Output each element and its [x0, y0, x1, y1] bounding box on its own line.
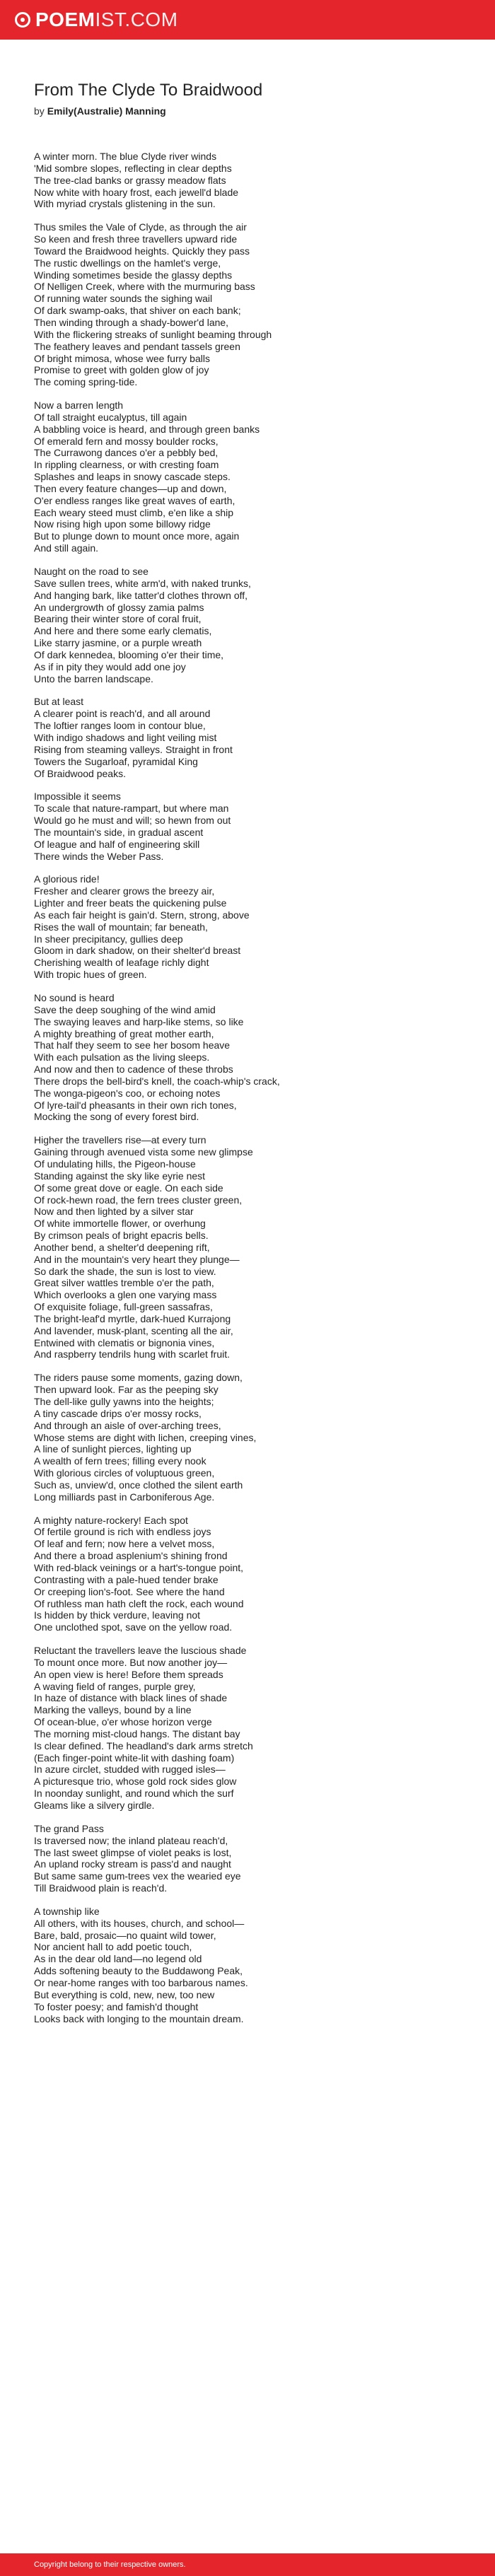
poem-line: Gleams like a silvery girdle.	[34, 1800, 155, 1811]
poem-line: Of some great dove or eagle. On each side	[34, 1182, 223, 1194]
poem-line: And still again.	[34, 542, 99, 554]
poem-line: And through an aisle of over-arching trees,	[34, 1419, 221, 1431]
poem-line: With tropic hues of green.	[34, 969, 147, 981]
poem-line: Of ocean-blue, o'er whose horizon verge	[34, 1716, 212, 1728]
poem-line: Towers the Sugarloaf, pyramidal King	[34, 755, 198, 767]
poem-line: The feathery leaves and pendant tassels green	[34, 340, 240, 352]
poem-line: A clearer point is reach'd, and all around	[34, 708, 211, 720]
poem-stanza	[34, 1515, 458, 1633]
poem-stanza	[34, 791, 458, 862]
poem-byline	[34, 105, 166, 117]
poem-line: The dell-like gully yawns into the heights;	[34, 1396, 214, 1407]
poem-line: The grand Pass	[34, 1822, 104, 1834]
poem-line: But at least	[34, 696, 84, 708]
poem-line: Of tall straight eucalyptus, till again	[34, 411, 187, 423]
poem-line: O'er endless ranges like great waves of earth,	[34, 494, 235, 506]
poem-line: Now rising high upon some billowy ridge	[34, 518, 211, 530]
poem-stanza	[34, 566, 458, 684]
poem-line: And lavender, musk-plant, scenting all the air,	[34, 1324, 233, 1336]
poem-line: Lighter and freer beats the quickening pulse	[34, 897, 227, 909]
poem-line: And raspberry tendrils hung with scarlet fruit.	[34, 1348, 231, 1360]
site-header	[0, 0, 495, 40]
poem-line: The rustic dwellings on the hamlet's verge,	[34, 257, 221, 269]
poem-line: Gloom in dark shadow, on their shelter'd breast	[34, 945, 241, 957]
poem-line: In sheer precipitancy, gullies deep	[34, 933, 183, 945]
poem-line: Now and then lighted by a silver star	[34, 1206, 194, 1218]
poem-stanza	[34, 873, 458, 981]
poem-line: Of Nelligen Creek, where with the murmuring bass	[34, 281, 255, 293]
poem-line: Great silver wattles tremble o'er the path,	[34, 1277, 214, 1289]
poem-line: Long milliards past in Carboniferous Age.	[34, 1491, 215, 1503]
poem-line: Which overlooks a glen one varying mass	[34, 1289, 217, 1301]
poem-line: Reluctant the travellers leave the luscious shade	[34, 1645, 247, 1657]
poem-line: The Currawong dances o'er a pebbly bed,	[34, 447, 219, 459]
poem-line: Of dark swamp-oaks, that shiver on each bank;	[34, 305, 241, 317]
poem-line: With glorious circles of voluptuous green,	[34, 1467, 215, 1479]
poem-line: Of dark kennedea, blooming o'er their time,	[34, 648, 224, 660]
poem-line: In rippling clearness, or with cresting foam	[34, 459, 219, 471]
poem-line: There drops the bell-bird's knell, the coach-whip's crack,	[34, 1075, 280, 1087]
poem-line: Of fertile ground is rich with endless joys	[34, 1526, 211, 1538]
poem-line: The morning mist-cloud hangs. The distant bay	[34, 1727, 240, 1739]
poem-line: A mighty nature-rockery! Each spot	[34, 1514, 188, 1526]
poem-line: The riders pause some moments, gazing down,	[34, 1372, 243, 1384]
poem-line: Such as, unview'd, once clothed the silent earth	[34, 1479, 243, 1491]
poem-line: Rising from steaming valleys. Straight in front	[34, 743, 233, 755]
poem-line: Like starry jasmine, or a purple wreath	[34, 637, 202, 649]
poem-line: In haze of distance with black lines of shade	[34, 1692, 228, 1704]
poem-line: With each pulsation as the living sleeps.	[34, 1051, 210, 1063]
poem-line: As if in pity they would add one joy	[34, 660, 186, 672]
poem-line: And now and then to cadence of these throbs	[34, 1063, 233, 1076]
poem-line: But same same gum-trees vex the wearied eye	[34, 1870, 241, 1882]
poem-line: There winds the Weber Pass.	[34, 850, 164, 862]
poem-line: Then every feature changes—up and down,	[34, 482, 227, 494]
poem-line: And here and there some early clematis,	[34, 625, 212, 637]
poem-line: Bare, bald, prosaic—no quaint wild tower,	[34, 1929, 216, 1941]
poem-line: With red-black veinings or a hart's-tongue point,	[34, 1561, 244, 1573]
poem-title: From The Clyde To Braidwood	[34, 81, 263, 100]
logo-bold-text: POEM	[35, 8, 95, 30]
poem-line: A township like	[34, 1905, 100, 1917]
poem-line: In azure circlet, studded with rugged isles—	[34, 1764, 226, 1776]
poem-line: Of leaf and fern; now here a velvet moss,	[34, 1538, 215, 1550]
poem-line: Toward the Braidwood heights. Quickly they pass	[34, 245, 250, 257]
poem-line: As in the dear old land—no legend old	[34, 1953, 202, 1965]
poem-line: Rises the wall of mountain; far beneath,	[34, 921, 208, 933]
poem-line: All others, with its houses, church, and school—	[34, 1917, 245, 1929]
poem-stanza	[34, 1823, 458, 1894]
poem-line: Bearing their winter store of coral fruit,	[34, 613, 202, 625]
poem-line: As each fair height is gain'd. Stern, strong, above	[34, 909, 250, 921]
poem-stanza	[34, 221, 458, 388]
poem-line: One unclothed spot, save on the yellow road.	[34, 1621, 233, 1633]
poem-line: Then winding through a shady-bower'd lane,	[34, 316, 229, 328]
poem-line: And in the mountain's very heart they plunge—	[34, 1253, 240, 1265]
poem-line: The tree-clad banks or grassy meadow flats	[34, 174, 226, 186]
poem-line: So dark the shade, the sun is lost to view.	[34, 1265, 216, 1277]
poem-line: By crimson peals of bright epacris bells.	[34, 1230, 209, 1242]
poem-line: Till Braidwood plain is reach'd.	[34, 1882, 168, 1894]
poem-line: No sound is heard	[34, 992, 115, 1003]
poem-line: 'Mid sombre slopes, reflecting in clear depths	[34, 162, 232, 174]
byline-prefix: by	[34, 105, 47, 117]
poem-line: Looks back with longing to the mountain dream.	[34, 2012, 244, 2024]
poem-line: Is traversed now; the inland plateau reach'd,	[34, 1834, 228, 1846]
poem-line: Contrasting with a pale-hued tender brake	[34, 1573, 219, 1585]
poem-stanza	[34, 400, 458, 554]
poem-line: Unto the barren landscape.	[34, 672, 153, 684]
poem-line: A tiny cascade drips o'er mossy rocks,	[34, 1407, 202, 1419]
poem-line: Each weary steed must climb, e'en like a ship	[34, 506, 234, 518]
poem-line: Fresher and clearer grows the breezy air,	[34, 885, 215, 897]
logo-light-text: IST.COM	[95, 8, 178, 30]
poem-line: An upland rocky stream is pass'd and naught	[34, 1858, 231, 1870]
poem-line: Nor ancient hall to add poetic touch,	[34, 1941, 192, 1953]
poem-line: But everything is cold, new, new, too new	[34, 1988, 215, 2000]
poem-line: Now white with hoary frost, each jewell'd blade	[34, 186, 239, 198]
poem-line: With myriad crystals glistening in the sun.	[34, 198, 216, 210]
poem-stanza	[34, 696, 458, 779]
poem-line: Adds softening beauty to the Buddawong Peak,	[34, 1965, 243, 1977]
poem-line: A picturesque trio, whose gold rock sides glow	[34, 1776, 237, 1788]
poem-line: And hanging bark, like tatter'd clothes thrown off,	[34, 589, 248, 601]
poem-line: Winding sometimes beside the glassy depths	[34, 269, 233, 281]
poem-line: The loftier ranges loom in contour blue,	[34, 720, 206, 732]
poem-line: An open view is here! Before them spreads	[34, 1668, 223, 1680]
poem-line: Marking the valleys, bound by a line	[34, 1704, 192, 1716]
poem-line: Cherishing wealth of leafage richly dight	[34, 957, 209, 969]
poem-line: Of undulating hills, the Pigeon-house	[34, 1158, 196, 1170]
poem-body	[34, 151, 458, 2036]
poem-line: Then upward look. Far as the peeping sky	[34, 1384, 219, 1396]
poem-line: A wealth of fern trees; filling every nook	[34, 1455, 206, 1467]
poem-line: Thus smiles the Vale of Clyde, as through the air	[34, 221, 247, 233]
poem-line: Another bend, a shelter'd deepening rift,	[34, 1241, 210, 1253]
poem-line: Of lyre-tail'd pheasants in their own rich tones,	[34, 1099, 237, 1111]
poem-line: A babbling voice is heard, and through green banks	[34, 423, 260, 435]
poem-line: (Each finger-point white-lit with dashing foam)	[34, 1752, 235, 1764]
poem-line: The last sweet glimpse of violet peaks is lost,	[34, 1846, 232, 1858]
poem-line: A winter morn. The blue Clyde river winds	[34, 151, 217, 162]
poem-line: Of league and half of engineering skill	[34, 838, 200, 850]
poem-line: Save sullen trees, white arm'd, with naked trunks,	[34, 577, 251, 589]
poem-line: So keen and fresh three travellers upward ride	[34, 233, 238, 245]
poem-line: Is hidden by thick verdure, leaving not	[34, 1609, 201, 1621]
poem-line: Of ruthless man hath cleft the rock, each wound	[34, 1597, 244, 1609]
poem-line: Of running water sounds the sighing wail	[34, 293, 213, 305]
poem-line: With the flickering streaks of sunlight beaming through	[34, 328, 272, 340]
poem-line: The swaying leaves and harp-like stems, so like	[34, 1015, 244, 1027]
poem-line: Would go he must and will; so hewn from out	[34, 815, 231, 827]
footer-copyright: Copyright belong to their respective owners.	[34, 2560, 186, 2569]
poem-line: In noonday sunlight, and round which the surf	[34, 1788, 234, 1800]
poem-line: A waving field of ranges, purple grey,	[34, 1680, 196, 1692]
poem-line: Save the deep soughing of the wind amid	[34, 1003, 216, 1015]
poem-line: Entwined with clematis or bignonia vines,	[34, 1336, 215, 1348]
poem-line: Or creeping lion's-foot. See where the hand	[34, 1585, 225, 1597]
poem-line: Of Braidwood peaks.	[34, 767, 126, 779]
poem-stanza	[34, 992, 458, 1123]
site-footer	[0, 2553, 495, 2576]
poemist-logo-icon	[15, 12, 30, 28]
poem-line: Is clear defined. The headland's dark arms stretch	[34, 1739, 253, 1752]
poem-line: Of rock-hewn road, the fern trees cluster green,	[34, 1194, 243, 1206]
poem-stanza	[34, 1134, 458, 1360]
poem-line: Higher the travellers rise—at every turn	[34, 1134, 206, 1146]
poem-line: Promise to greet with golden glow of joy	[34, 364, 209, 376]
poem-line: Of bright mimosa, whose wee furry balls	[34, 352, 210, 364]
poem-line: But to plunge down to mount once more, again	[34, 530, 240, 542]
poem-line: The wonga-pigeon's coo, or echoing notes	[34, 1087, 221, 1099]
poem-stanza	[34, 1906, 458, 2024]
poem-line: Naught on the road to see	[34, 566, 148, 577]
poem-line: With indigo shadows and light veiling mist	[34, 731, 217, 743]
poem-line: To scale that nature-rampart, but where man	[34, 803, 229, 815]
poem-line: A glorious ride!	[34, 873, 100, 885]
poem-line: And there a broad asplenium's shining frond	[34, 1550, 228, 1562]
poem-line: A mighty breathing of great mother earth,	[34, 1027, 214, 1039]
poem-line: Now a barren length	[34, 400, 124, 412]
poem-line: Mocking the song of every forest bird.	[34, 1111, 199, 1123]
poem-stanza	[34, 151, 458, 210]
poem-line: A line of sunlight pierces, lighting up	[34, 1443, 192, 1455]
poem-line: Splashes and leaps in snowy cascade steps.	[34, 471, 231, 483]
poem-line: Of emerald fern and mossy boulder rocks,	[34, 435, 219, 447]
poem-line: To mount once more. But now another joy—	[34, 1656, 228, 1668]
poem-line: The coming spring-tide.	[34, 376, 138, 388]
poem-line: Of white immortelle flower, or overhung	[34, 1218, 206, 1230]
site-logo[interactable]	[15, 8, 178, 32]
poem-stanza	[34, 1372, 458, 1503]
poem-line: The bright-leaf'd myrtle, dark-hued Kurrajong	[34, 1312, 231, 1324]
author-link[interactable]: Emily(Australie) Manning	[47, 105, 166, 117]
poem-line: Whose stems are dight with lichen, creeping vines,	[34, 1431, 257, 1443]
logo-wordmark	[35, 8, 178, 32]
poem-line: Standing against the sky like eyrie nest	[34, 1170, 206, 1182]
poem-line: The mountain's side, in gradual ascent	[34, 826, 204, 838]
poem-line: Impossible it seems	[34, 791, 121, 803]
poem-line: That half they seem to see her bosom heave	[34, 1039, 231, 1051]
poem-line: Gaining through avenued vista some new glimpse	[34, 1146, 253, 1158]
poem-line: Or near-home ranges with too barbarous names.	[34, 1976, 248, 1988]
poem-line: To foster poesy; and famish'd thought	[34, 2000, 199, 2012]
poem-stanza	[34, 1645, 458, 1812]
poem-line: An undergrowth of glossy zamia palms	[34, 601, 204, 613]
poem-line: Of exquisite foliage, full-green sassafras,	[34, 1301, 213, 1313]
